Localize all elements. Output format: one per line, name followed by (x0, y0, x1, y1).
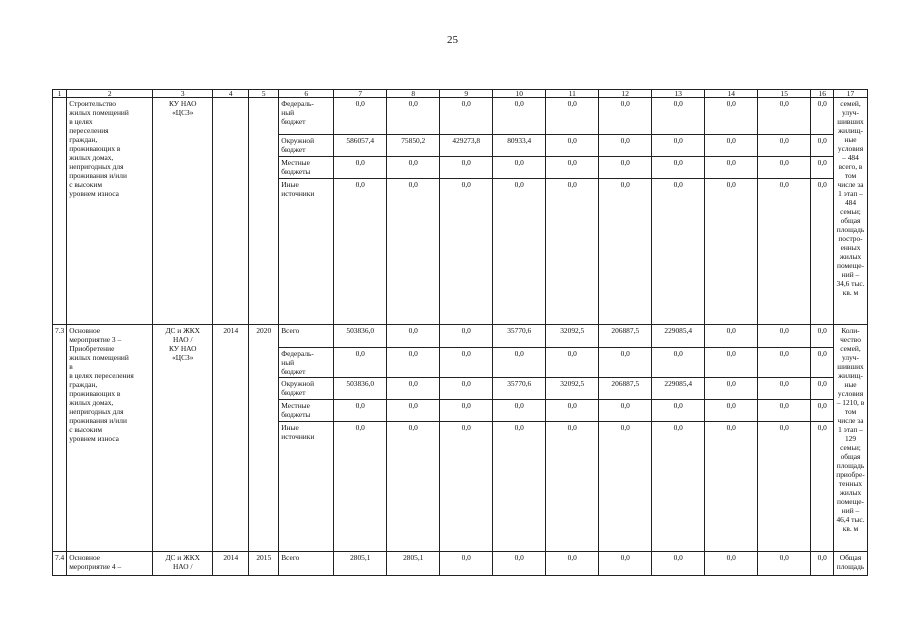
value-cell: 32092,5 (546, 378, 599, 400)
value-cell: 0,0 (705, 552, 758, 576)
column-number: 4 (213, 90, 249, 98)
value-cell: 0,0 (811, 422, 834, 552)
value-cell: 206887,5 (599, 378, 652, 400)
value-cell: 0,0 (811, 135, 834, 157)
value-cell: 0,0 (652, 179, 705, 325)
column-number: 9 (440, 90, 493, 98)
value-cell: 0,0 (705, 157, 758, 179)
value-cell: 0,0 (652, 348, 705, 378)
value-cell: 0,0 (493, 400, 546, 422)
value-cell: 0,0 (758, 157, 811, 179)
result-indicator: Коли- чество семей, улуч- шивших жилищ- ные условия – 1210, в том числе за 1 этап – 129 семьи; общая площадь приобре- тенных жилых помеще- ний – 46,4 тыс. кв. м (834, 325, 868, 552)
executor: ДС и ЖКХ НАО / КУ НАО «ЦСЗ» (153, 325, 213, 552)
value-cell: 0,0 (758, 325, 811, 348)
value-cell: 0,0 (705, 348, 758, 378)
column-number: 12 (599, 90, 652, 98)
value-cell: 0,0 (758, 179, 811, 325)
funding-source: Всего (279, 552, 334, 576)
value-cell: 0,0 (599, 157, 652, 179)
value-cell: 0,0 (440, 552, 493, 576)
value-cell: 0,0 (811, 325, 834, 348)
start-year (213, 98, 249, 325)
funding-source: Иные источники (279, 422, 334, 552)
value-cell: 0,0 (599, 400, 652, 422)
value-cell: 2805,1 (334, 552, 387, 576)
value-cell: 0,0 (334, 179, 387, 325)
value-cell: 0,0 (758, 135, 811, 157)
value-cell: 2805,1 (387, 552, 440, 576)
value-cell: 0,0 (758, 552, 811, 576)
executor: ДС и ЖКХ НАО / (153, 552, 213, 576)
value-cell: 35770,6 (493, 378, 546, 400)
value-cell: 503836,0 (334, 378, 387, 400)
value-cell: 0,0 (334, 422, 387, 552)
value-cell: 0,0 (546, 98, 599, 135)
value-cell: 0,0 (546, 400, 599, 422)
program-table (52, 89, 868, 576)
value-cell: 0,0 (387, 157, 440, 179)
value-cell: 0,0 (387, 98, 440, 135)
value-cell: 0,0 (493, 98, 546, 135)
value-cell: 0,0 (705, 378, 758, 400)
page-number: 25 (447, 34, 458, 46)
column-number: 7 (334, 90, 387, 98)
value-cell: 229085,4 (652, 378, 705, 400)
funding-source: Окружной бюджет (279, 378, 334, 400)
funding-source: Федераль- ный бюджет (279, 98, 334, 135)
start-year: 2014 (213, 325, 249, 552)
value-cell: 0,0 (599, 135, 652, 157)
value-cell: 0,0 (811, 400, 834, 422)
value-cell: 0,0 (387, 422, 440, 552)
value-cell: 0,0 (334, 348, 387, 378)
measure-description: Основное мероприятие 4 – (67, 552, 153, 576)
value-cell: 0,0 (440, 179, 493, 325)
value-cell: 0,0 (440, 157, 493, 179)
value-cell: 0,0 (652, 422, 705, 552)
value-cell: 0,0 (334, 98, 387, 135)
result-indicator: семей, улуч- шивших жилищ- ные условия – 484 всего, в том числе за 1 этап – 484 семьи; общая площадь постро- енных жилых помеще- ний – 34,6 тыс. кв. м (834, 98, 868, 325)
value-cell: 0,0 (758, 400, 811, 422)
value-cell: 0,0 (387, 179, 440, 325)
end-year: 2020 (249, 325, 279, 552)
funding-source: Всего (279, 325, 334, 348)
value-cell: 0,0 (811, 552, 834, 576)
column-number: 6 (279, 90, 334, 98)
value-cell: 0,0 (705, 422, 758, 552)
column-number: 3 (153, 90, 213, 98)
value-cell: 0,0 (493, 348, 546, 378)
value-cell: 0,0 (811, 179, 834, 325)
column-number: 14 (705, 90, 758, 98)
value-cell: 0,0 (599, 552, 652, 576)
value-cell: 0,0 (334, 400, 387, 422)
value-cell: 0,0 (440, 422, 493, 552)
value-cell: 0,0 (811, 378, 834, 400)
value-cell: 0,0 (546, 179, 599, 325)
value-cell: 75850,2 (387, 135, 440, 157)
measure-description: Строительство жилых помещений в целях переселения граждан, проживающих в жилых домах, непригодных для проживания и/или с высоким уровнем износа (67, 98, 153, 325)
value-cell: 0,0 (546, 135, 599, 157)
value-cell: 0,0 (387, 325, 440, 348)
column-number: 2 (67, 90, 153, 98)
column-number: 8 (387, 90, 440, 98)
value-cell: 0,0 (652, 400, 705, 422)
value-cell: 0,0 (705, 98, 758, 135)
end-year (249, 98, 279, 325)
value-cell: 429273,8 (440, 135, 493, 157)
table-row (53, 325, 868, 348)
value-cell: 0,0 (599, 179, 652, 325)
column-number: 5 (249, 90, 279, 98)
funding-source: Местные бюджеты (279, 400, 334, 422)
column-number: 1 (53, 90, 67, 98)
value-cell: 0,0 (387, 400, 440, 422)
value-cell: 503836,0 (334, 325, 387, 348)
value-cell: 0,0 (758, 348, 811, 378)
value-cell: 0,0 (546, 157, 599, 179)
value-cell: 0,0 (652, 98, 705, 135)
value-cell: 0,0 (546, 552, 599, 576)
column-number: 11 (546, 90, 599, 98)
column-number: 15 (758, 90, 811, 98)
value-cell: 0,0 (811, 98, 834, 135)
column-number: 16 (811, 90, 834, 98)
value-cell: 0,0 (599, 98, 652, 135)
column-number: 13 (652, 90, 705, 98)
value-cell: 0,0 (334, 157, 387, 179)
value-cell: 0,0 (758, 378, 811, 400)
table-row (53, 98, 868, 135)
value-cell: 0,0 (493, 179, 546, 325)
table-row (53, 552, 868, 576)
value-cell: 0,0 (599, 348, 652, 378)
value-cell: 586057,4 (334, 135, 387, 157)
value-cell: 0,0 (387, 378, 440, 400)
column-number: 17 (834, 90, 868, 98)
value-cell: 0,0 (493, 552, 546, 576)
funding-source: Федераль- ный бюджет (279, 348, 334, 378)
funding-source: Окружной бюджет (279, 135, 334, 157)
funding-source: Иные источники (279, 179, 334, 325)
value-cell: 0,0 (811, 348, 834, 378)
value-cell: 0,0 (758, 98, 811, 135)
value-cell: 0,0 (440, 98, 493, 135)
value-cell: 0,0 (440, 325, 493, 348)
value-cell: 229085,4 (652, 325, 705, 348)
value-cell: 0,0 (652, 157, 705, 179)
value-cell: 0,0 (705, 179, 758, 325)
value-cell: 0,0 (705, 325, 758, 348)
column-number: 10 (493, 90, 546, 98)
value-cell: 0,0 (811, 157, 834, 179)
value-cell: 0,0 (705, 135, 758, 157)
value-cell: 0,0 (440, 348, 493, 378)
value-cell: 0,0 (652, 135, 705, 157)
value-cell: 0,0 (546, 422, 599, 552)
value-cell: 0,0 (493, 422, 546, 552)
end-year: 2015 (249, 552, 279, 576)
value-cell: 0,0 (387, 348, 440, 378)
item-number (53, 98, 67, 325)
result-indicator: Общая площадь (834, 552, 868, 576)
value-cell: 206887,5 (599, 325, 652, 348)
value-cell: 0,0 (705, 400, 758, 422)
value-cell: 0,0 (546, 348, 599, 378)
value-cell: 0,0 (758, 422, 811, 552)
value-cell: 0,0 (440, 400, 493, 422)
funding-source: Местные бюджеты (279, 157, 334, 179)
header-row (53, 90, 868, 98)
start-year: 2014 (213, 552, 249, 576)
value-cell: 0,0 (599, 422, 652, 552)
executor: КУ НАО «ЦСЗ» (153, 98, 213, 325)
measure-description: Основное мероприятие 3 – Приобретение жилых помещений в в целях переселения граждан, проживающих в жилых домах, непригодных для проживания и/или с высоким уровнем износа (67, 325, 153, 552)
item-number: 7.3 (53, 325, 67, 552)
value-cell: 35770,6 (493, 325, 546, 348)
value-cell: 0,0 (493, 157, 546, 179)
item-number: 7.4 (53, 552, 67, 576)
value-cell: 80933,4 (493, 135, 546, 157)
value-cell: 0,0 (440, 378, 493, 400)
value-cell: 0,0 (652, 552, 705, 576)
value-cell: 32092,5 (546, 325, 599, 348)
